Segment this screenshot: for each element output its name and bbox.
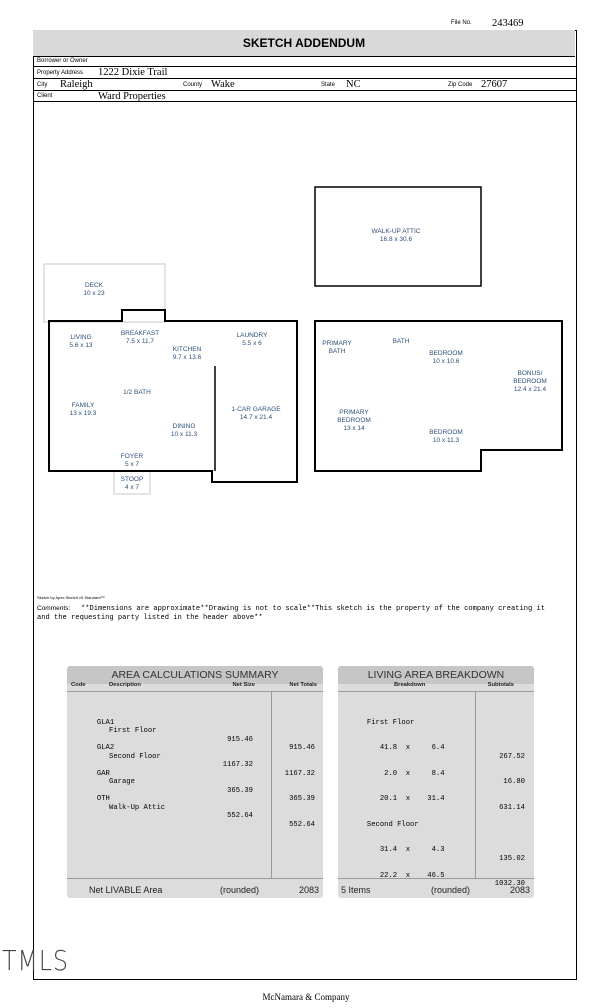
area-total: 1167.32 (284, 769, 315, 778)
area-desc: First Floor (109, 727, 157, 735)
room-bath: BATH (392, 338, 410, 345)
room-attic: WALK-UP ATTIC 16.8 x 30.6 (371, 228, 421, 243)
page-title: SKETCH ADDENDUM (33, 30, 575, 57)
area-net: 552.64 (227, 812, 253, 820)
net-livable-label: Net LIVABLE Area (89, 885, 163, 895)
area-total: 915.46 (289, 744, 315, 752)
room-garage: 1-CAR GARAGE 14.7 x 21.4 (231, 406, 281, 421)
col-net-totals: Net Totals (289, 682, 317, 688)
breakdown-total: 2083 (509, 885, 530, 895)
room-deck: DECK 10 x 23 (83, 282, 105, 297)
borrower-label: Borrower or Owner (37, 58, 88, 64)
room-stoop: STOOP 4 x 7 (120, 476, 144, 491)
room-foyer: FOYER 5 x 7 (120, 453, 144, 468)
comments-text: **Dimensions are approximate**Drawing is not to scale**This sketch is the property of the company creating it and the requesting party listed in the header above** (37, 605, 546, 622)
col-description: Description (109, 682, 141, 688)
breakdown-text: 22.2 x 46.5 (366, 871, 445, 880)
breakdown-rounded-label: (rounded) (431, 885, 471, 895)
breakdown-row (341, 761, 531, 786)
breakdown-subtotal: 16.80 (503, 778, 525, 786)
client-value: Ward Properties (98, 91, 166, 102)
room-dining: DINING 10 x 11.3 (170, 423, 198, 438)
property-value: 1222 Dixie Trail (98, 67, 168, 78)
room-family: FAMILY 13 x 19.3 (69, 402, 97, 417)
company-name: McNamara & Company (262, 992, 350, 1002)
room-bonus: BONUS/ BEDROOM 12.4 x 21.4 (513, 370, 547, 393)
room-living: LIVING 5.6 x 13 (69, 334, 93, 349)
breakdown-subtotal: 267.52 (499, 752, 525, 761)
living-breakdown-panel (338, 666, 534, 898)
breakdown-text: Second Floor (366, 820, 419, 829)
breakdown-row (341, 710, 531, 727)
col-subtotals: Subtotals (487, 682, 514, 688)
area-rounded-label: (rounded) (220, 885, 260, 895)
area-summary-title: AREA CALCULATIONS SUMMARY (67, 666, 323, 684)
breakdown-subtotal: 135.02 (499, 854, 525, 863)
room-half-bath: 1/2 BATH (123, 389, 151, 396)
area-total: 365.39 (289, 795, 315, 803)
room-kitchen: KITCHEN 9.7 x 13.6 (172, 346, 202, 361)
breakdown-text: 2.0 x 8.4 (366, 769, 445, 778)
area-summary-panel (67, 666, 323, 898)
room-laundry: LAUNDRY 5.5 x 6 (236, 332, 268, 347)
city-label: City (37, 82, 48, 88)
area-code: GAR (96, 769, 110, 778)
breakdown-row (341, 736, 531, 761)
room-primary-bedroom: PRIMARY BEDROOM 13 x 14 (337, 409, 371, 432)
breakdown-text: 20.1 x 31.4 (366, 795, 445, 803)
area-code: OTH (96, 795, 110, 803)
area-net: 365.39 (227, 786, 253, 795)
col-breakdown: Breakdown (394, 682, 426, 688)
state-value: NC (346, 79, 361, 90)
area-row (71, 693, 319, 829)
zip-value: 27607 (481, 79, 508, 90)
col-code: Code (71, 682, 86, 688)
room-breakfast: BREAKFAST 7.5 x 11.7 (120, 330, 160, 345)
state-label: State (321, 82, 336, 88)
area-code: GLA1 (96, 718, 115, 727)
area-desc: Walk-Up Attic (109, 803, 166, 812)
client-label: Client (37, 93, 53, 99)
breakdown-row (341, 812, 531, 829)
area-desc: Second Floor (109, 752, 161, 761)
file-no: 243469 (492, 18, 524, 29)
living-breakdown-title: LIVING AREA BREAKDOWN (338, 666, 534, 684)
breakdown-text: First Floor (366, 718, 415, 727)
sketch-credit: Sketch by Apex Sketch v5 Standard™ (37, 595, 105, 600)
breakdown-row (341, 863, 531, 888)
breakdown-row (341, 838, 531, 863)
room-bedroom-1: BEDROOM 10 x 10.6 (429, 350, 463, 365)
breakdown-subtotal: 1032.30 (494, 880, 525, 888)
breakdown-text: 31.4 x 4.3 (366, 846, 445, 854)
area-code: GLA2 (96, 744, 115, 752)
breakdown-row (341, 787, 531, 812)
area-net: 1167.32 (222, 761, 253, 769)
property-label: Property Address (37, 70, 84, 76)
col-net-size: Net Size (232, 682, 255, 688)
room-primary-bath: PRIMARY BATH (322, 340, 352, 355)
county-value: Wake (211, 79, 235, 90)
zip-label: Zip Code (448, 82, 473, 88)
items-count: 5 Items (341, 885, 371, 895)
city-value: Raleigh (60, 79, 93, 90)
area-net: 915.46 (227, 735, 253, 744)
file-no-label: File No. (451, 20, 472, 26)
area-total: 552.64 (289, 820, 315, 829)
breakdown-text: 41.8 x 6.4 (366, 744, 445, 752)
area-desc: Garage (109, 778, 135, 786)
room-bedroom-2: BEDROOM 10 x 11.3 (429, 429, 463, 444)
tmls-logo: TMLS (2, 944, 69, 977)
comments-label: Comments: (37, 605, 71, 612)
breakdown-subtotal: 631.14 (499, 803, 525, 812)
net-livable-value: 2083 (298, 885, 319, 895)
county-label: County (183, 82, 203, 88)
